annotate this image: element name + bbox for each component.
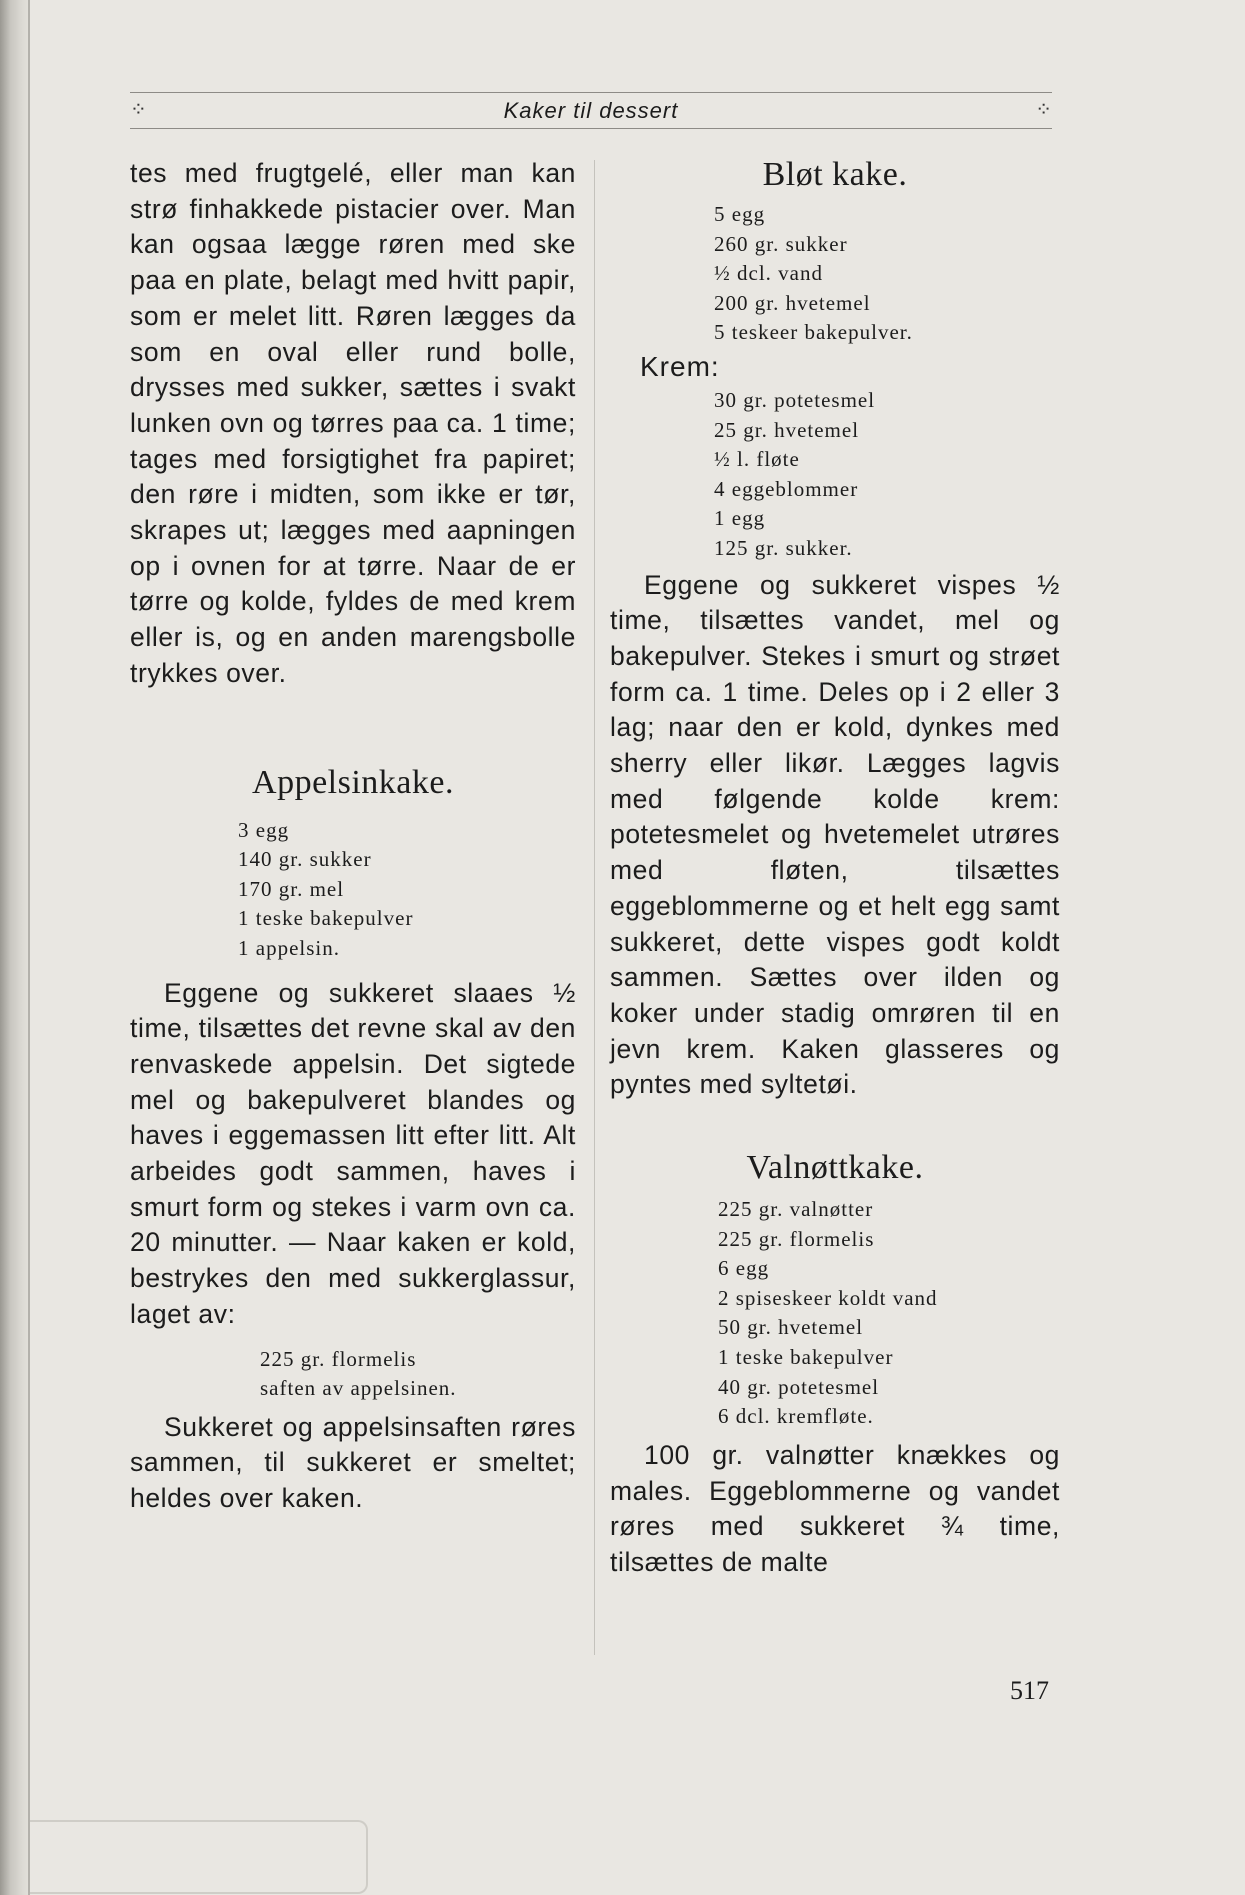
ornament-right-icon: ⁘ — [1035, 99, 1052, 121]
ingredient-list-valnottkake — [610, 1195, 1060, 1432]
recipe-title-blot-kake: Bløt kake. — [762, 156, 908, 193]
ingredient-item: 1 appelsin. — [238, 935, 340, 960]
ingredient-item: 6 egg — [718, 1256, 770, 1281]
ingredient-item: 5 egg — [714, 202, 766, 226]
krem-label: Krem: — [640, 350, 720, 382]
ingredient-item: 200 gr. hvetemel — [714, 290, 871, 315]
ingredient-item: 1 teske bakepulver — [238, 906, 414, 931]
method-appelsinkake: Eggene og sukkeret slaaes ½ time, tilsættes det revne skal av den renvaskede appelsin. Det sigtede mel og bakepulveret blandes og haves i eggemassen litt efter litt. Alt arbeides godt sammen, haves i smurt form og stekes i varm ovn ca. 20 minutter. — Naar kaken er kold, bestrykes den med sukkerglassur, laget av: — [130, 977, 576, 1329]
ingredient-item: 25 gr. hvetemel — [714, 417, 860, 442]
ornament-left-icon: ⁘ — [130, 99, 147, 121]
ingredient-list-appelsinkake — [130, 816, 576, 964]
ingredient-item: 5 teskeer bakepulver. — [714, 320, 913, 345]
continued-paragraph: tes med frugtgelé, eller man kan strø finhakkede pistacier over. Man kan ogsaa lægge røren med ske paa en plate, belagt med hvitt papir, som er melet litt. Røren lægges da som en oval eller rund bolle, drysses med sukker, sættes i svakt lunken ovn og tørres paa ca. 1 time; tages med forsigtighet fra papiret; den røre i midten, som ikke er tør, skrapes ut; lægges med aapningen op i ovnen for at tørre. Naar de er tørre og kolde, fyldes de med krem eller is, og en anden marengsbolle trykkes over. — [130, 158, 576, 688]
book-spine-shadow — [0, 0, 30, 1895]
recipe-title-appelsinkake: Appelsinkake. — [252, 763, 454, 801]
method-valnottkake: 100 gr. valnøtter knækkes og males. Eggeblommerne og vandet røres med sukkeret ¾ time, tilsættes de malte — [610, 1439, 1060, 1577]
column-divider — [594, 160, 595, 1655]
ingredient-item: 1 teske bakepulver — [718, 1345, 894, 1370]
ingredient-item: saften av appelsinen. — [260, 1376, 457, 1401]
running-title: Kaker til dessert — [503, 98, 679, 123]
ingredient-item: 225 gr. flormelis — [260, 1346, 417, 1371]
ingredient-item: ½ dcl. vand — [714, 261, 823, 286]
krem-ingredient-list — [610, 386, 1060, 564]
glaze-method: Sukkeret og appelsinsaften røres sammen, til sukkeret er smeltet; heldes over kaken. — [130, 1411, 576, 1514]
header-rule-bottom — [130, 128, 1052, 129]
glaze-ingredient-list — [130, 1345, 576, 1404]
ingredient-item: 260 gr. sukker — [714, 231, 848, 256]
ingredient-item: 30 gr. potetesmel — [714, 387, 876, 412]
ingredient-item: 4 eggeblommer — [714, 476, 859, 501]
page-number: 517 — [1010, 1676, 1049, 1705]
ingredient-item: 125 gr. sukker. — [714, 535, 853, 560]
ingredient-item: 225 gr. flormelis — [718, 1226, 875, 1251]
ingredient-item: 6 dcl. kremfløte. — [718, 1404, 874, 1429]
gutter-line — [28, 0, 30, 1895]
page-tab-outline — [30, 1820, 368, 1894]
method-blot-kake: Eggene og sukkeret vispes ½ time, tilsættes vandet, mel og bakepulver. Stekes i smurt og strøet form ca. 1 time. Deles op i 2 eller 3 lag; naar den er kold, dynkes med sherry eller likør. Lægges lagvis med følgende kolde krem: potetesmelet og hvetemelet utrøres med fløten, tilsættes eggeblommerne og et helt egg samt sukkeret, dette vispes godt koldt sammen. Sættes over ilden og koker under stadig omrøren til en jevn krem. Kaken glasseres og pyntes med syltetøi. — [610, 569, 1060, 1100]
right-column — [610, 156, 1060, 1581]
header-rule-top — [130, 92, 1052, 93]
recipe-title-valnottkake: Valnøttkake. — [746, 1149, 924, 1187]
ingredient-list-blot-kake — [610, 200, 1060, 348]
ingredient-item: 1 egg — [714, 506, 766, 531]
ingredient-item: ½ l. fløte — [714, 447, 800, 472]
ingredient-item: 170 gr. mel — [238, 876, 345, 901]
ingredient-item: 225 gr. valnøtter — [718, 1197, 874, 1222]
running-header — [130, 90, 1052, 130]
ingredient-item: 50 gr. hvetemel — [718, 1315, 864, 1340]
ingredient-item: 3 egg — [238, 817, 290, 842]
ingredient-item: 2 spiseskeer koldt vand — [718, 1285, 938, 1310]
ingredient-item: 40 gr. potetesmel — [718, 1374, 880, 1399]
left-column — [130, 156, 576, 1517]
ingredient-item: 140 gr. sukker — [238, 847, 372, 872]
